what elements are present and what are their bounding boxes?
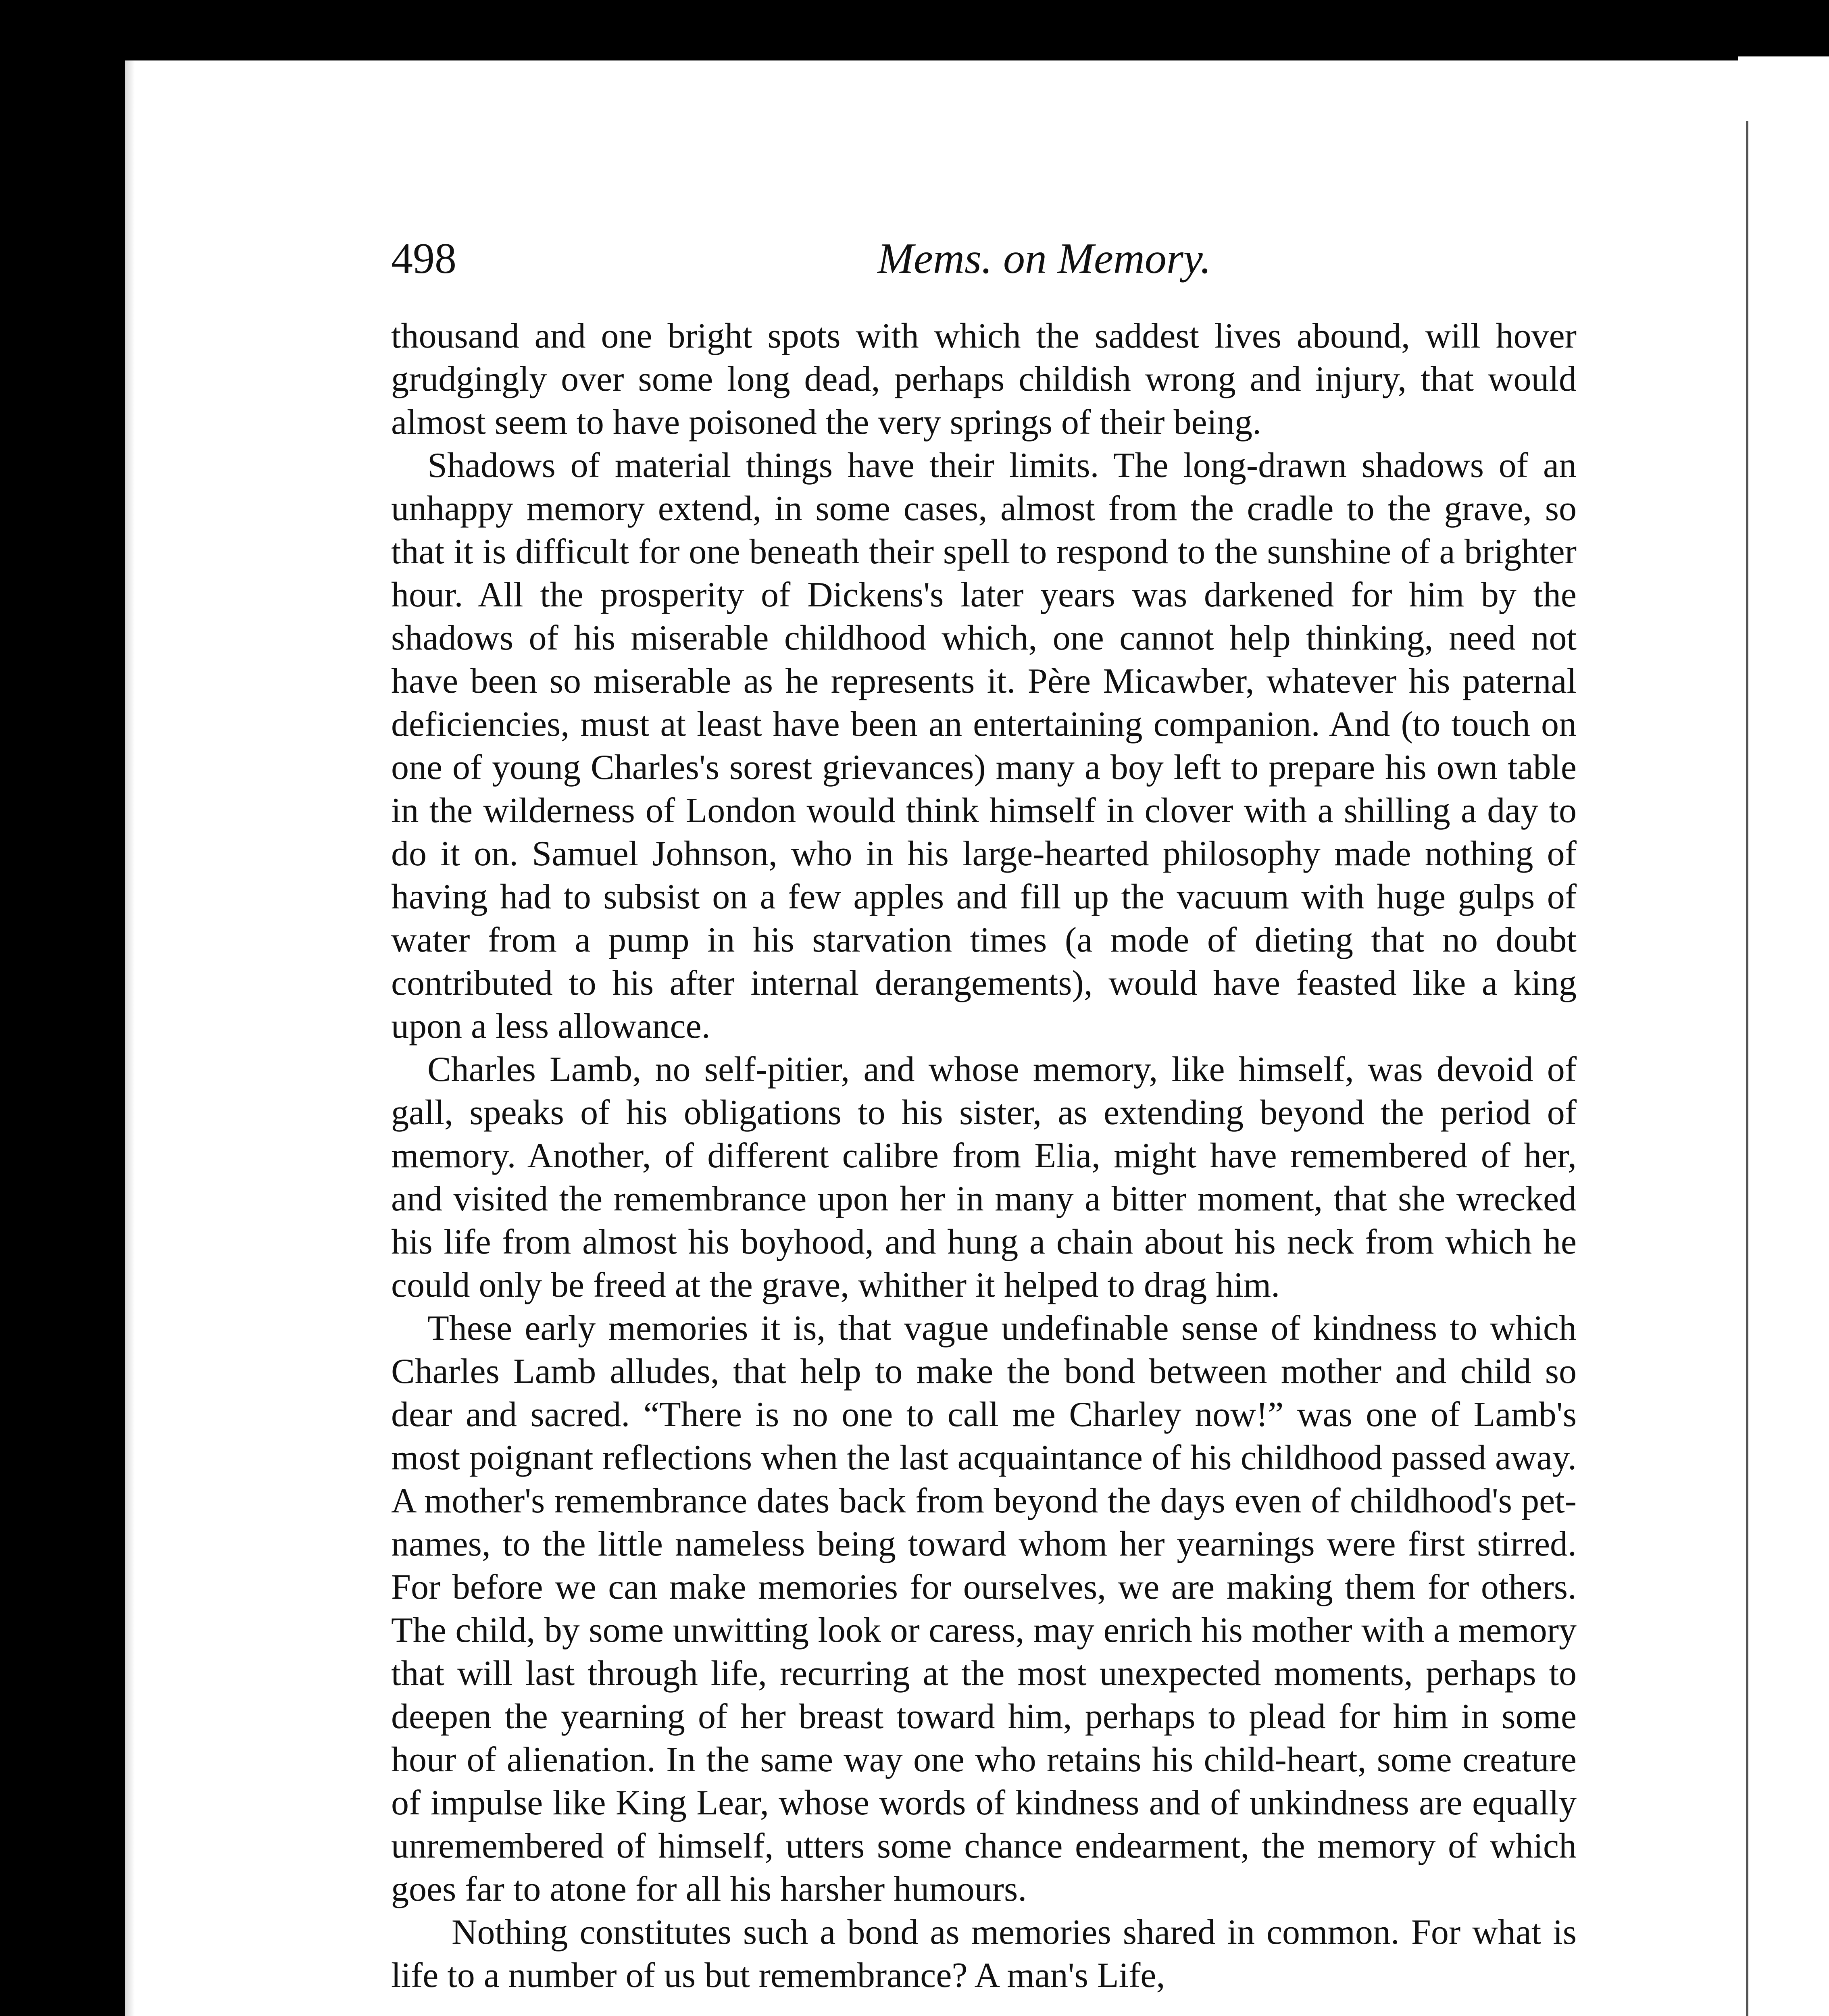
paragraph: Shadows of material things have their limits. The long-drawn shadows of an unhappy memory extend, in some cases, almost from the cradle to the grave, so that it is difficult for one beneath their spell to respond to the sunshine of a brighter hour. All the prosperity of Dickens's later years was darkened for him by the shadows of his miserable childhood which, one cannot help thinking, need not have been so miserable as he represents it. Père Micawber, whatever his paternal deficiencies, must at least have been an entertaining companion. And (to touch on one of young Charles's sorest grievances) many a boy left to prepare his own table in the wilderness of London would think himself in clover with a shilling a day to do it on. Samuel Johnson, who in his large-hearted philosophy made nothing of having had to subsist on a few apples and fill up the vacuum with huge gulps of water from a pump in his starvation times (a mode of dieting that no doubt contributed to his after internal derangements), would have feasted like a king upon a less allowance. [391,446,1577,1046]
paragraph: Charles Lamb, no self-pitier, and whose memory, like himself, was devoid of gall, speaks of his obligations to his sister, as extending beyond the period of memory. Another, of different calibre from Elia, might have remembered of her, and visited the remembrance upon her in many a bitter moment, that she wrecked his life from almost his boyhood, and hung a chain about his neck from which he could only be freed at the grave, whither it helped to drag him. [391,1050,1577,1305]
adjacent-page-edge [1738,56,1829,2016]
page-header [391,226,1577,298]
page-number: 498 [391,235,456,283]
page-edge-shadow [125,60,135,2016]
running-title: Mems. on Memory. [877,235,1211,283]
paragraph: These early memories it is, that vague undefinable sense of kindness to which Charles Lamb alludes, that help to make the bond between mother and child so dear and sacred. “There is no one to call me Charley now!” was one of Lamb's most poignant reflections when the last acquaintance of his childhood passed away. A mother's remembrance dates back from beyond the days even of childhood's pet-names, to the little nameless being toward whom her yearnings were first stirred. For before we can make memories for ourselves, we are making them for others. The child, by some unwitting look or caress, may enrich his mother with a memory that will last through life, recurring at the most unexpected moments, perhaps to deepen the yearning of her breast toward him, perhaps to plead for him in some hour of alienation. In the same way one who retains his child-heart, some creature of impulse like King Lear, whose words of kindness and of unkindness are equally unremembered of himself, utters some chance endearment, the memory of which goes far to atone for all his harsher humours. [391,1309,1577,1909]
book-spine-edge [1746,121,1748,2016]
body-text [391,314,1577,1997]
paragraph: Nothing constitutes such a bond as memories shared in common. For what is life to a number of us but remembrance? A man's Life, [391,1913,1577,1995]
paragraph: thousand and one bright spots with which the saddest lives abound, will hover grudgingly over some long dead, perhaps childish wrong and injury, that would almost seem to have poisoned the very springs of their being. [391,317,1577,442]
